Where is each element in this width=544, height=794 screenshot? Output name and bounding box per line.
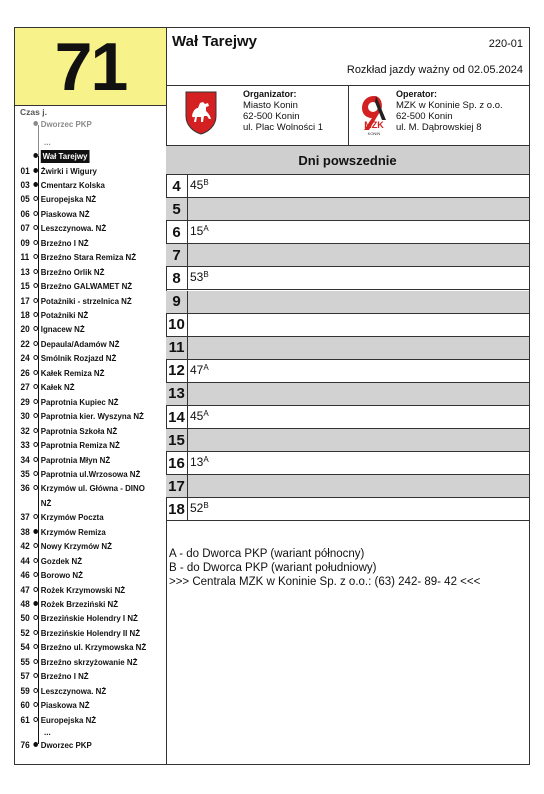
stop-name: Smólnik Rozjazd NŻ — [40, 353, 117, 364]
mzk-logo-icon — [356, 90, 392, 138]
route-ellipsis: ... — [44, 138, 51, 147]
departure-minute: 13 — [190, 455, 204, 470]
departure-variant: A — [203, 224, 209, 234]
stop-time: 55 — [20, 656, 30, 667]
departure-variant: A — [203, 455, 209, 465]
stop-name: Paprotnia kier. Wyszyna NŻ — [40, 411, 144, 422]
stop-name: Borowo NŻ — [40, 570, 83, 581]
stop-time: 36 — [20, 483, 30, 494]
valid-from: Rozkład jazdy ważny od 02.05.2024 — [346, 64, 523, 76]
hour-cell: 13 — [166, 383, 188, 405]
stop-marker-icon — [33, 153, 38, 158]
departure-minute: 47 — [190, 362, 204, 377]
stop-marker-icon — [33, 742, 38, 747]
departure-minute: 52 — [190, 501, 204, 516]
hour-cell: 12 — [166, 360, 188, 382]
hour-row — [166, 291, 529, 314]
stop-time: 09 — [20, 237, 30, 248]
hour-cell: 18 — [166, 498, 188, 520]
stop-name: NŻ — [40, 497, 52, 508]
stop-time: 60 — [20, 700, 30, 711]
stop-name: Ignacew NŻ — [40, 324, 85, 335]
stop-marker-icon — [33, 326, 38, 331]
stop-marker-icon — [33, 688, 38, 693]
departure-minute: 45 — [190, 409, 204, 423]
stop-marker-icon — [33, 514, 38, 519]
hour-cell: 9 — [166, 291, 188, 313]
route-ellipsis: ... — [44, 728, 51, 738]
stop-time: 33 — [20, 440, 30, 451]
organizer-text — [243, 89, 323, 133]
logo-text: MZK — [364, 120, 384, 130]
hour-cell: 16 — [166, 452, 188, 474]
stop-marker-icon — [33, 269, 38, 274]
departure-minute: 15 — [190, 224, 204, 239]
minutes-cell — [190, 224, 209, 238]
departure-variant: B — [203, 501, 209, 511]
line-number: 71 — [15, 28, 166, 106]
stop-marker-icon — [33, 673, 38, 678]
stop-time: 05 — [20, 194, 30, 205]
hour-cell: 15 — [166, 429, 188, 451]
stop-marker-icon — [33, 413, 38, 418]
stop-marker-icon — [33, 240, 38, 245]
stop-name: Brzeźno skrzyżowanie NŻ — [40, 656, 138, 667]
stop-time: 26 — [20, 367, 30, 378]
hour-row — [166, 267, 529, 290]
stop-marker-icon — [33, 341, 38, 346]
stop-marker-icon — [33, 121, 38, 126]
stop-name: Krzymów Poczta — [40, 512, 104, 523]
stop-time: 18 — [20, 310, 30, 320]
stop-time: 15 — [20, 281, 30, 292]
stop-time: 34 — [20, 454, 30, 465]
hour-row — [166, 452, 529, 475]
stop-marker-icon — [33, 702, 38, 707]
departure-variant: B — [203, 178, 209, 187]
stop-time: 32 — [20, 425, 30, 436]
stop-name: Nowy Krzymów NŻ — [40, 541, 112, 552]
stop-marker-icon — [33, 630, 38, 635]
stop-name: Paprotnia Młyn NŻ — [40, 454, 111, 465]
stop-marker-icon — [33, 601, 38, 606]
stop-name: Kałek Remiza NŻ — [40, 367, 105, 378]
footnote-line: B - do Dworca PKP (wariant południowy) — [169, 562, 377, 574]
stop-marker-icon — [33, 471, 38, 476]
timetable-code: 220-01 — [488, 38, 523, 50]
stop-name: Depaula/Adamów NŻ — [40, 338, 120, 349]
stop-time: 52 — [20, 627, 30, 638]
stop-name: Potażniki - strzelnica NŻ — [40, 295, 132, 306]
stop-marker-icon — [33, 370, 38, 375]
operator-line: ul. M. Dąbrowskiej 8 — [396, 122, 482, 133]
konin-crest-icon — [184, 90, 218, 136]
stop-time: 50 — [20, 613, 30, 624]
stop-time: 37 — [20, 512, 30, 523]
operator-label: Operator: — [396, 89, 438, 99]
organizer-block — [166, 85, 349, 145]
organizer-line: Miasto Konin — [243, 100, 298, 111]
stop-marker-icon — [33, 384, 38, 389]
stop-marker-icon — [33, 543, 38, 548]
stop-name: Dworzec PKP — [40, 740, 92, 751]
stop-time: 76 — [20, 740, 30, 751]
stop-marker-icon — [33, 168, 38, 173]
stop-marker-icon — [33, 225, 38, 230]
timetable-sheet — [14, 27, 530, 765]
organizer-label: Organizator: — [243, 89, 297, 99]
operator-line: 62-500 Konin — [396, 111, 453, 122]
hour-row — [166, 429, 529, 452]
footnotes — [169, 547, 480, 589]
stop-marker-icon — [33, 442, 38, 447]
stop-marker-icon — [33, 428, 38, 433]
stop-marker-icon — [33, 355, 38, 360]
hour-row — [166, 383, 529, 406]
time-column-label: Czas j. — [20, 107, 47, 117]
hour-row — [166, 244, 529, 267]
minutes-cell — [190, 178, 209, 192]
stop-name: Paprotnia ul.Wrzosowa NŻ — [40, 468, 141, 479]
stop-time: 03 — [20, 179, 30, 190]
stop-name: Rożek Krzymowski NŻ — [40, 584, 126, 595]
stop-marker-icon — [33, 644, 38, 649]
departure-minute: 45 — [190, 178, 204, 192]
stop-title: Wał Tarejwy — [172, 33, 258, 50]
stop-marker-icon — [33, 587, 38, 592]
stop-time: 24 — [20, 353, 30, 364]
route-column — [15, 28, 167, 764]
stop-time: 01 — [20, 165, 30, 176]
stop-name: Piaskowa NŻ — [40, 700, 90, 711]
hour-row — [166, 221, 529, 244]
hour-row — [166, 337, 529, 360]
stop-name: Brzeźno ul. Krzymowska NŻ — [40, 642, 147, 653]
stop-name: Potażniki NŻ — [40, 310, 89, 320]
departure-variant: A — [203, 409, 209, 418]
departure-minute: 53 — [190, 270, 204, 285]
stop-time: 29 — [20, 396, 30, 407]
stop-time: 42 — [20, 541, 30, 552]
stop-time: 48 — [20, 599, 30, 609]
stop-name: Cmentarz Kolska — [40, 179, 105, 190]
operator-line: MZK w Koninie Sp. z o.o. — [396, 100, 503, 111]
stop-name: Brzeźno I NŻ — [40, 237, 89, 248]
stop-marker-icon — [33, 196, 38, 201]
stop-time: 61 — [20, 714, 30, 725]
hour-row — [166, 498, 529, 521]
organizer-line: 62-500 Konin — [243, 111, 300, 122]
stop-time: 54 — [20, 642, 30, 653]
organizer-operator-box — [166, 85, 529, 146]
stop-time: 11 — [20, 252, 30, 263]
stop-marker-icon — [33, 485, 38, 490]
stop-name: Brzeźno GALWAMET NŻ — [40, 281, 133, 292]
route-line — [38, 156, 39, 744]
stop-time: 30 — [20, 411, 30, 422]
stop-time: 06 — [20, 208, 30, 219]
stop-name: Paprotnia Szkoła NŻ — [40, 425, 118, 436]
route-line — [38, 125, 39, 156]
header — [166, 28, 529, 86]
stop-marker-icon — [33, 717, 38, 722]
stop-marker-icon — [33, 615, 38, 620]
stop-time: 59 — [20, 685, 30, 696]
organizer-line: ul. Plac Wolności 1 — [243, 122, 324, 133]
stop-marker-icon — [33, 211, 38, 216]
footnote-line: A - do Dworca PKP (wariant północny) — [169, 548, 365, 560]
stop-time: 27 — [20, 382, 30, 393]
stop-marker-icon — [33, 399, 38, 404]
day-type-header: Dni powszednie — [166, 146, 529, 175]
footnote-line: >>> Centrala MZK w Koninie Sp. z o.o.: (63) 242- 89- 42 <<< — [169, 576, 481, 588]
stop-marker-icon — [33, 529, 38, 534]
stop-name: Leszczynowa. NŻ — [40, 685, 107, 696]
stop-time: 07 — [20, 223, 30, 234]
stop-name: Brzezińskie Holendry I NŻ — [40, 613, 138, 624]
minutes-cell — [190, 409, 209, 423]
stop-name: Wał Tarejwy — [42, 151, 88, 161]
operator-text — [396, 89, 503, 133]
stop-time: 46 — [20, 570, 30, 581]
stop-name: Piaskowa NŻ — [40, 208, 90, 219]
stop-time: 22 — [20, 338, 30, 349]
hour-cell: 7 — [166, 244, 188, 266]
stop-name: Europejska NŻ — [40, 194, 97, 205]
hour-cell: 11 — [166, 337, 188, 359]
minutes-cell — [190, 455, 209, 469]
stop-name: Kałek NŻ — [40, 382, 75, 393]
stop-time: 20 — [20, 324, 30, 335]
stop-name: Brzezińskie Holendry II NŻ — [40, 627, 141, 638]
hour-cell: 17 — [166, 475, 188, 497]
hour-row — [166, 198, 529, 221]
stop-marker-icon — [33, 659, 38, 664]
hour-row — [166, 406, 529, 429]
hour-cell: 14 — [166, 406, 188, 428]
stop-marker-icon — [33, 283, 38, 288]
stop-name: Krzymów Remiza — [40, 526, 106, 537]
stop-marker-icon — [33, 558, 38, 563]
stop-name: Żwirki i Wigury — [40, 165, 97, 176]
stop-name: Dworzec PKP — [40, 119, 92, 129]
departure-variant: B — [203, 270, 209, 280]
stop-name: Europejska NŻ — [40, 714, 97, 725]
hour-row — [166, 175, 529, 198]
stop-time: 17 — [20, 295, 30, 306]
stop-marker-icon — [33, 312, 38, 317]
hour-cell: 4 — [166, 175, 188, 197]
stop-name: Paprotnia Kupiec NŻ — [40, 396, 119, 407]
stop-name: Brzeźno Orlik NŻ — [40, 266, 105, 277]
stop-name: Brzeźno Stara Remiza NŻ — [40, 252, 137, 263]
logo-subtext: KONIN — [367, 131, 381, 136]
stop-time: 47 — [20, 584, 30, 595]
stop-marker-icon — [33, 572, 38, 577]
stop-name: Rożek Brzeziński NŻ — [40, 599, 119, 609]
minutes-cell — [190, 270, 209, 284]
stop-name: Brzeźno I NŻ — [40, 671, 89, 682]
minutes-cell — [190, 501, 209, 515]
minutes-cell — [190, 363, 209, 377]
stop-marker-icon — [33, 182, 38, 187]
hour-cell: 8 — [166, 267, 188, 289]
stop-marker-icon — [33, 254, 38, 259]
hour-cell: 10 — [166, 314, 188, 336]
stop-name: Gozdek NŻ — [40, 555, 83, 566]
schedule-column — [166, 28, 529, 764]
hour-cell: 6 — [166, 221, 188, 243]
stop-time: 38 — [20, 526, 30, 537]
stop-time: 35 — [20, 468, 30, 479]
operator-block — [348, 85, 529, 145]
hour-row — [166, 314, 529, 337]
stop-time: 13 — [20, 266, 30, 277]
stop-name: Krzymów ul. Główna - DINO — [40, 483, 145, 494]
stop-name: Leszczynowa. NŻ — [40, 223, 107, 234]
stop-time: 57 — [20, 671, 30, 682]
hour-row — [166, 475, 529, 498]
stop-marker-icon — [33, 457, 38, 462]
hour-cell: 5 — [166, 198, 188, 220]
stop-name: Paprotnia Remiza NŻ — [40, 440, 120, 451]
stop-time: 44 — [20, 555, 30, 566]
stop-marker-icon — [33, 298, 38, 303]
departure-variant: A — [203, 362, 209, 372]
hour-row — [166, 360, 529, 383]
